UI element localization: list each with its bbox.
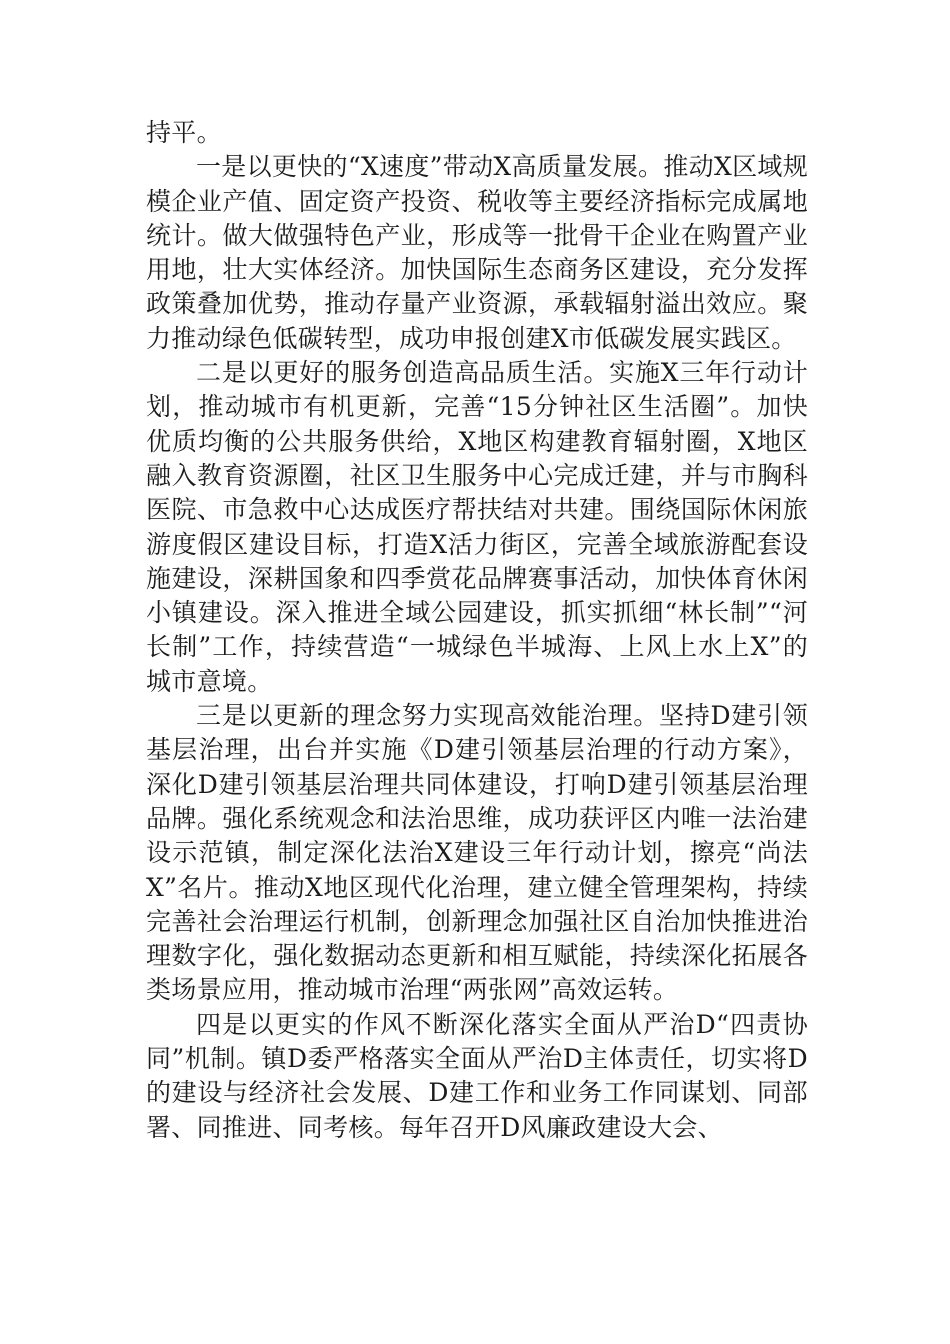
paragraph-point-two: 二是以更好的服务创造高品质生活。实施X三年行动计划，推动城市有机更新，完善“15分钟社区生活圈”。加快优质均衡的公共服务供给，X地区构建教育辐射圈，X地区融入教育资源圈，社区卫生服务中心完成迁建，并与市胸科医院、市急救中心达成医疗帮扶结对共建。围绕国际休闲旅游度假区建设目标，打造X活力街区，完善全域旅游配套设施建设，深耕国象和四季赏花品牌赛事活动，加快体育休闲小镇建设。深入推进全域公园建设，抓实抓细“林长制”“河长制”工作，持续营造“一城绿色半城海、上风上水上X”的城市意境。	[146, 358, 808, 696]
document-body	[146, 116, 808, 1145]
paragraph-point-one: 一是以更快的“X速度”带动X高质量发展。推动X区域规模企业产值、固定资产投资、税收等主要经济指标完成属地统计。做大做强特色产业，形成等一批骨干企业在购置产业用地，壮大实体经济。加快国际生态商务区建设，充分发挥政策叠加优势，推动存量产业资源，承载辐射溢出效应。聚力推动绿色低碳转型，成功申报创建X市低碳发展实践区。	[146, 152, 808, 353]
paragraph-point-three: 三是以更新的理念努力实现高效能治理。坚持D建引领基层治理，出台并实施《D建引领基层治理的行动方案》，深化D建引领基层治理共同体建设，打响D建引领基层治理品牌。强化系统观念和法治思维，成功获评区内唯一法治建设示范镇，制定深化法治X建设三年行动计划，擦亮“尚法X”名片。推动X地区现代化治理，建立健全管理架构，持续完善社会治理运行机制，创新理念加强社区自治加快推进治理数字化，强化数据动态更新和相互赋能，持续深化拓展各类场景应用，推动城市治理“两张网”高效运转。	[146, 701, 808, 1005]
paragraph-continuation: 持平。	[146, 118, 222, 147]
paragraph-point-four: 四是以更实的作风不断深化落实全面从严治D“四责协同”机制。镇D委严格落实全面从严治D主体责任，切实将D的建设与经济社会发展、D建工作和业务工作同谋划、同部署、同推进、同考核。每年召开D风廉政建设大会、	[146, 1009, 808, 1142]
